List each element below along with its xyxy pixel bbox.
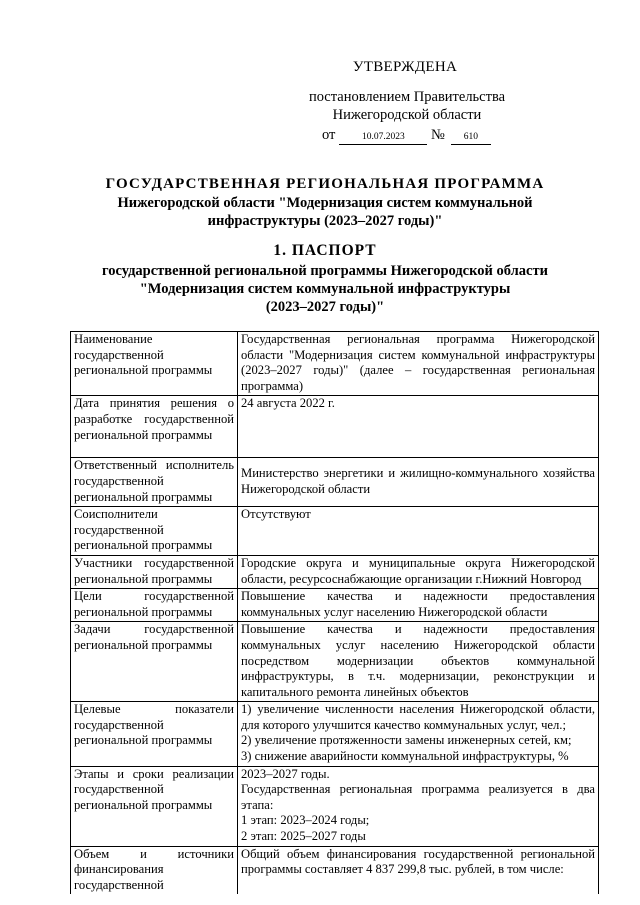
- table-row: [71, 766, 599, 846]
- row-label: Наименование государственной региональной программы: [71, 332, 238, 396]
- row-label: Соисполнители государственной региональной программы: [71, 507, 238, 556]
- section-title-line-4: (2023–2027 годы)": [265, 299, 385, 315]
- section-title-line-3: "Модернизация систем коммунальной инфраструктуры: [139, 281, 511, 297]
- row-value: Общий объем финансирования государственной региональной программы составляет 4 837 299,8 тыс. рублей, в том числе:: [238, 846, 599, 894]
- program-title-line-2: Нижегородской области "Модернизация систем коммунальной: [117, 195, 533, 211]
- row-label: Целевые показатели государственной региональной программы: [71, 702, 238, 766]
- section-title-line-2: государственной региональной программы Нижегородской области: [102, 263, 548, 279]
- decree-date: 10.07.2023: [339, 130, 427, 145]
- row-value: 2023–2027 годы. Государственная региональная программа реализуется в два этапа: 1 этап: 2023–2024 годы; 2 этап: 2025–2027 годы: [238, 766, 599, 846]
- row-label: Цели государственной региональной программы: [71, 589, 238, 622]
- approval-date-line: [302, 126, 512, 145]
- table-row: [71, 555, 599, 588]
- approval-heading: УТВЕРЖДЕНА: [352, 59, 458, 75]
- from-label: от: [322, 127, 336, 143]
- row-value: Государственная региональная программа Нижегородской области "Модернизация систем коммунальной инфраструктуры (2023–2027 годы)" (далее – государственная региональная программа): [238, 332, 599, 396]
- table-row: [71, 507, 599, 556]
- row-value: [238, 458, 599, 507]
- row-value: Отсутствуют: [238, 507, 599, 556]
- row-value: 24 августа 2022 г.: [238, 396, 599, 458]
- table-row: [71, 702, 599, 766]
- approval-decree-line: постановлением Правительства: [308, 89, 506, 105]
- row-label: Задачи государственной региональной программы: [71, 622, 238, 702]
- approval-region-line: Нижегородской области: [332, 107, 482, 123]
- row-value: Городские округа и муниципальные округа Нижегородской области, ресурсоснабжающие организации г.Нижний Новгород: [238, 555, 599, 588]
- program-title-line-1: ГОСУДАРСТВЕННАЯ РЕГИОНАЛЬНАЯ ПРОГРАММА: [105, 176, 545, 192]
- section-title: [60, 240, 590, 316]
- row-value: 1) увеличение численности населения Нижегородской области, для которого улучшится качество коммунальных услуг, чел.; 2) увеличение протяженности замены инженерных сетей, км; 3) снижение аварийности коммунальной инфраструктуры, %: [238, 702, 599, 766]
- row-label: Дата принятия решения о разработке государственной региональной программы: [71, 396, 238, 458]
- table-row: [71, 589, 599, 622]
- program-title-line-3: инфраструктуры (2023–2027 годы)": [207, 213, 443, 229]
- table-row: [71, 332, 599, 396]
- program-title: [60, 174, 590, 230]
- row-value: Повышение качества и надежности предоставления коммунальных услуг населению Нижегородской области посредством модернизации объектов коммунальной инфраструктуры, в т.ч. модернизации, реконструкции и капитального ремонта линейных объектов: [238, 622, 599, 702]
- decree-number: 610: [451, 130, 491, 145]
- table-row: [71, 622, 599, 702]
- table-row: [71, 458, 599, 507]
- row-label: Участники государственной региональной программы: [71, 555, 238, 588]
- row-label: Этапы и сроки реализации государственной региональной программы: [71, 766, 238, 846]
- row-value-text: Министерство энергетики и жилищно-коммунального хозяйства Нижегородской области: [241, 466, 595, 496]
- number-label: №: [431, 127, 445, 143]
- section-title-line-1: 1. ПАСПОРТ: [273, 242, 377, 259]
- table-row: [71, 846, 599, 894]
- row-label: Ответственный исполнитель государственной региональной программы: [71, 458, 238, 507]
- approval-block: [302, 58, 512, 145]
- table-row: [71, 396, 599, 458]
- row-label: Объем и источники финансирования государственной: [71, 846, 238, 894]
- row-value: Повышение качества и надежности предоставления коммунальных услуг населению Нижегородской области: [238, 589, 599, 622]
- passport-table: [70, 331, 599, 894]
